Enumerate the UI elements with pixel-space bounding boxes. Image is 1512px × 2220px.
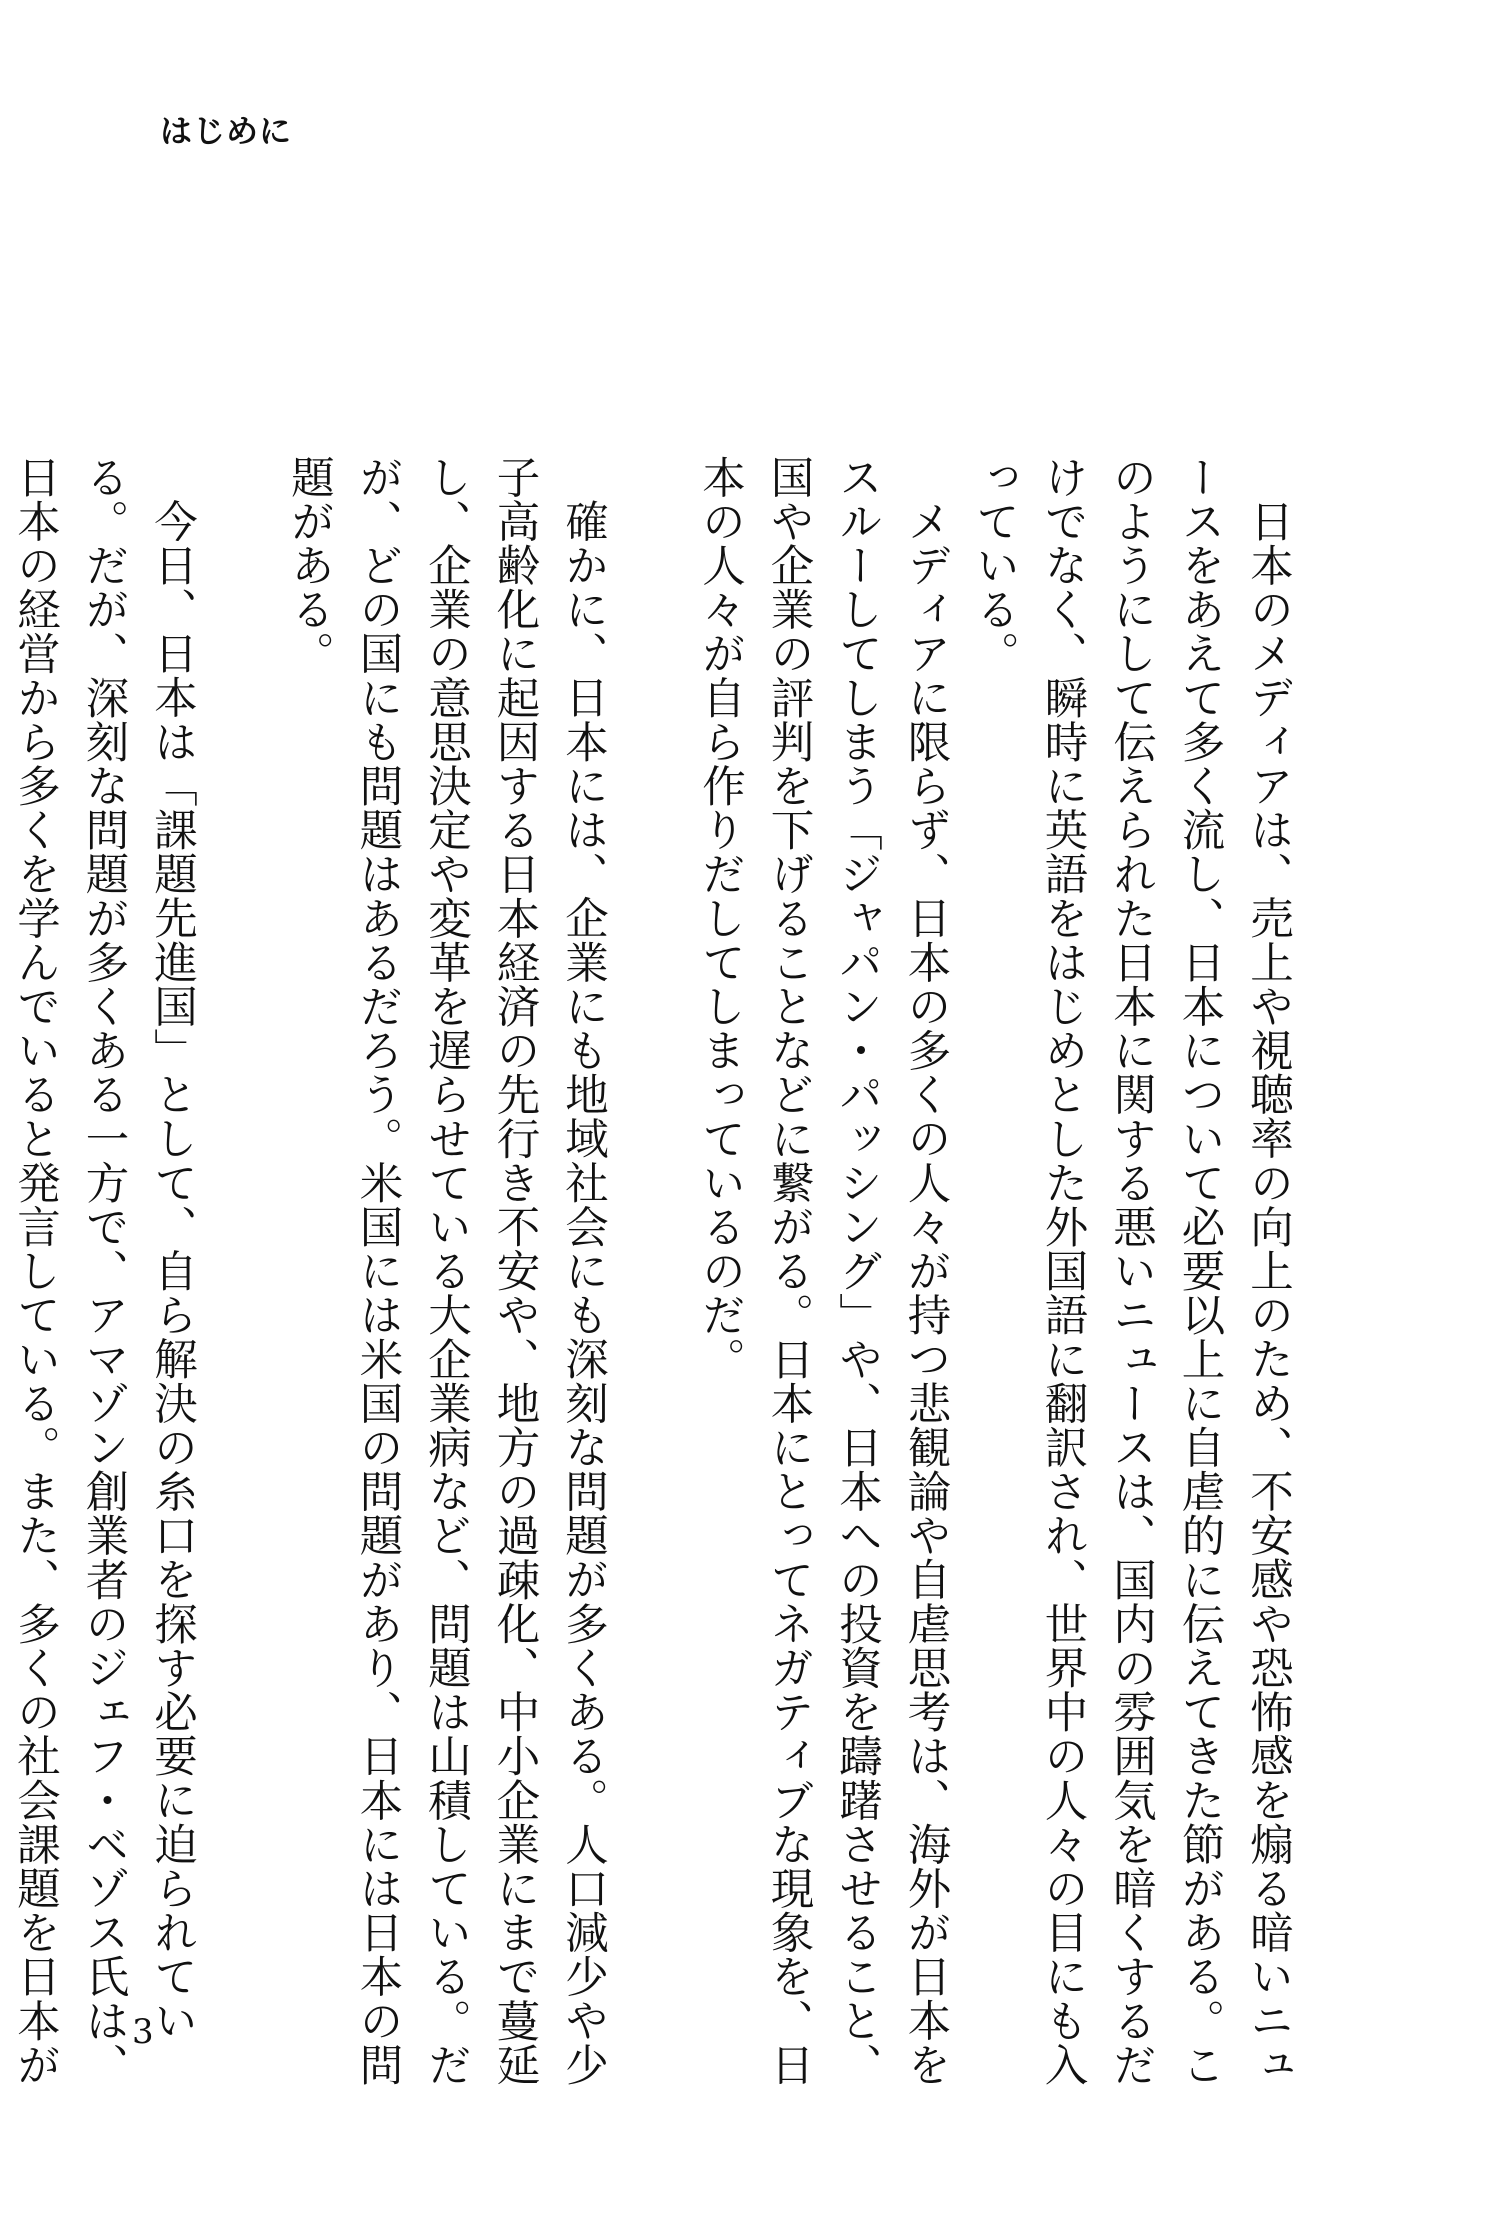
body-text xyxy=(0,455,1302,2115)
paragraph-break xyxy=(206,455,275,2115)
paragraph: メディアに限らず、日本の多くの人々が持つ悲観論や自虐思考は、海外が日本をスルーしてしまう「ジャパン・パッシング」や、日本への投資を躊躇させること、国や企業の評判を下げることなどに繋がる。日本にとってネガティブな現象を、日本の人々が自ら作りだしてしまっているのだ。 xyxy=(695,455,951,2087)
paragraph: 確かに、日本には、企業にも地域社会にも深刻な問題が多くある。人口減少や少子高齢化に起因する日本経済の先行き不安や、地方の過疎化、中小企業にまで蔓延し、企業の意思決定や変革を遅らせている大企業病など、問題は山積している。だが、どの国にも問題はあるだろう。米国には米国の問題があり、日本には日本の問題がある。 xyxy=(284,455,608,2087)
paragraph: 日本のメディアは、売上や視聴率の向上のため、不安感や恐怖感を煽る暗いニュースをあえて多く流し、日本について必要以上に自虐的に伝えてきた節がある。このようにして伝えられた日本に関する悪いニュースは、国内の雰囲気を暗くするだけでなく、瞬時に英語をはじめとした外国語に翻訳され、世界中の人々の目にも入っている。 xyxy=(969,455,1293,2087)
section-header: はじめに xyxy=(160,112,293,150)
paragraph-break xyxy=(617,455,686,2115)
paragraph: 今日、日本は「課題先進国」として、自ら解決の糸口を探す必要に迫られている。だが、深刻な問題が多くある一方で、アマゾン創業者のジェフ・ベゾス氏は、日本の経営から多くを学んでいると発言している。また、多くの社会課題を日本が xyxy=(10,455,197,2087)
page-number: 3 xyxy=(132,2012,154,2052)
